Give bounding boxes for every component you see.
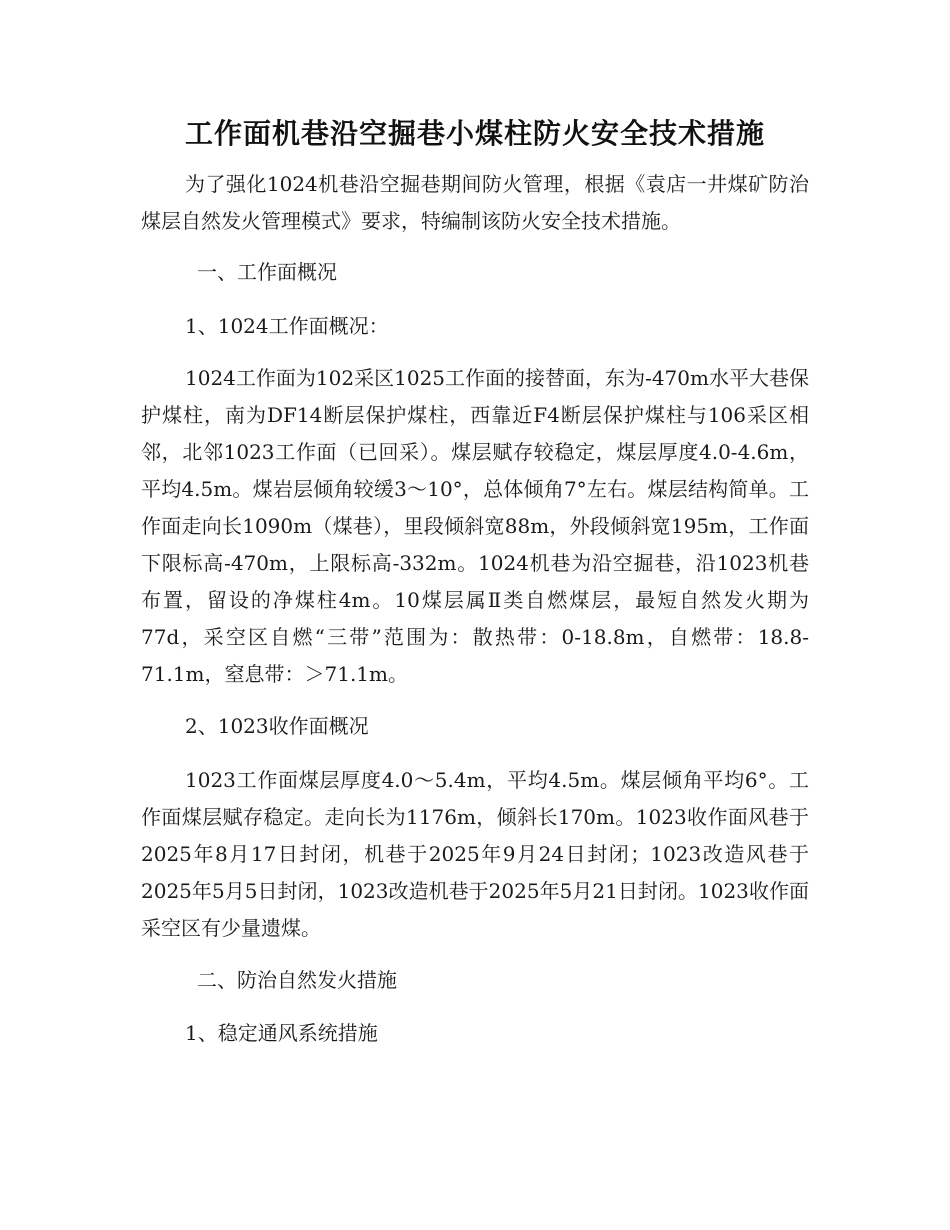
subsection-heading-1024: 1、1024工作面概况： xyxy=(185,314,389,338)
section-heading-fire-prevention: 二、防治自然发火措施 xyxy=(197,968,397,992)
subsection-heading-ventilation: 1、稳定通风系统措施 xyxy=(185,1021,378,1045)
paragraph-1023-overview: 1023工作面煤层厚度4.0～5.4m，平均4.5m。煤层倾角平均6°。工作面煤层赋存稳定。走向长为1176m，倾斜长170m。1023收作面风巷于2025年8月17日封闭，机巷于2025年9月24日封闭；1023改造风巷于2025年5月5日封闭，1023改造机巷于2025年5月21日封闭。1023收作面采空区有少量遗煤。 xyxy=(141,768,809,940)
intro-paragraph: 为了强化1024机巷沿空掘巷期间防火管理，根据《袁店一井煤矿防治煤层自然发火管理模式》要求，特编制该防火安全技术措施。 xyxy=(141,172,809,233)
section-heading-overview: 一、工作面概况 xyxy=(197,260,337,284)
paragraph-1024-overview: 1024工作面为102采区1025工作面的接替面，东为-470m水平大巷保护煤柱，南为DF14断层保护煤柱，西靠近F4断层保护煤柱与106采区相邻，北邻1023工作面（已回采）。煤层赋存较稳定，煤层厚度4.0-4.6m，平均4.5m。煤岩层倾角较缓3～10°，总体倾角7°左右。煤层结构简单。工作面走向长1090m（煤巷），里段倾斜宽88m，外段倾斜宽195m，工作面下限标高-470m，上限标高-332m。1024机巷为沿空掘巷，沿1023机巷布置，留设的净煤柱4m。10煤层属Ⅱ类自燃煤层，最短自然发火期为77d，采空区自燃“三带”范围为：散热带：0-18.8m，自燃带：18.8-71.1m，窒息带：＞71.1m。 xyxy=(141,366,809,686)
document-title: 工作面机巷沿空掘巷小煤柱防火安全技术措施 xyxy=(184,117,765,150)
subsection-heading-1023: 2、1023收作面概况 xyxy=(185,714,369,738)
